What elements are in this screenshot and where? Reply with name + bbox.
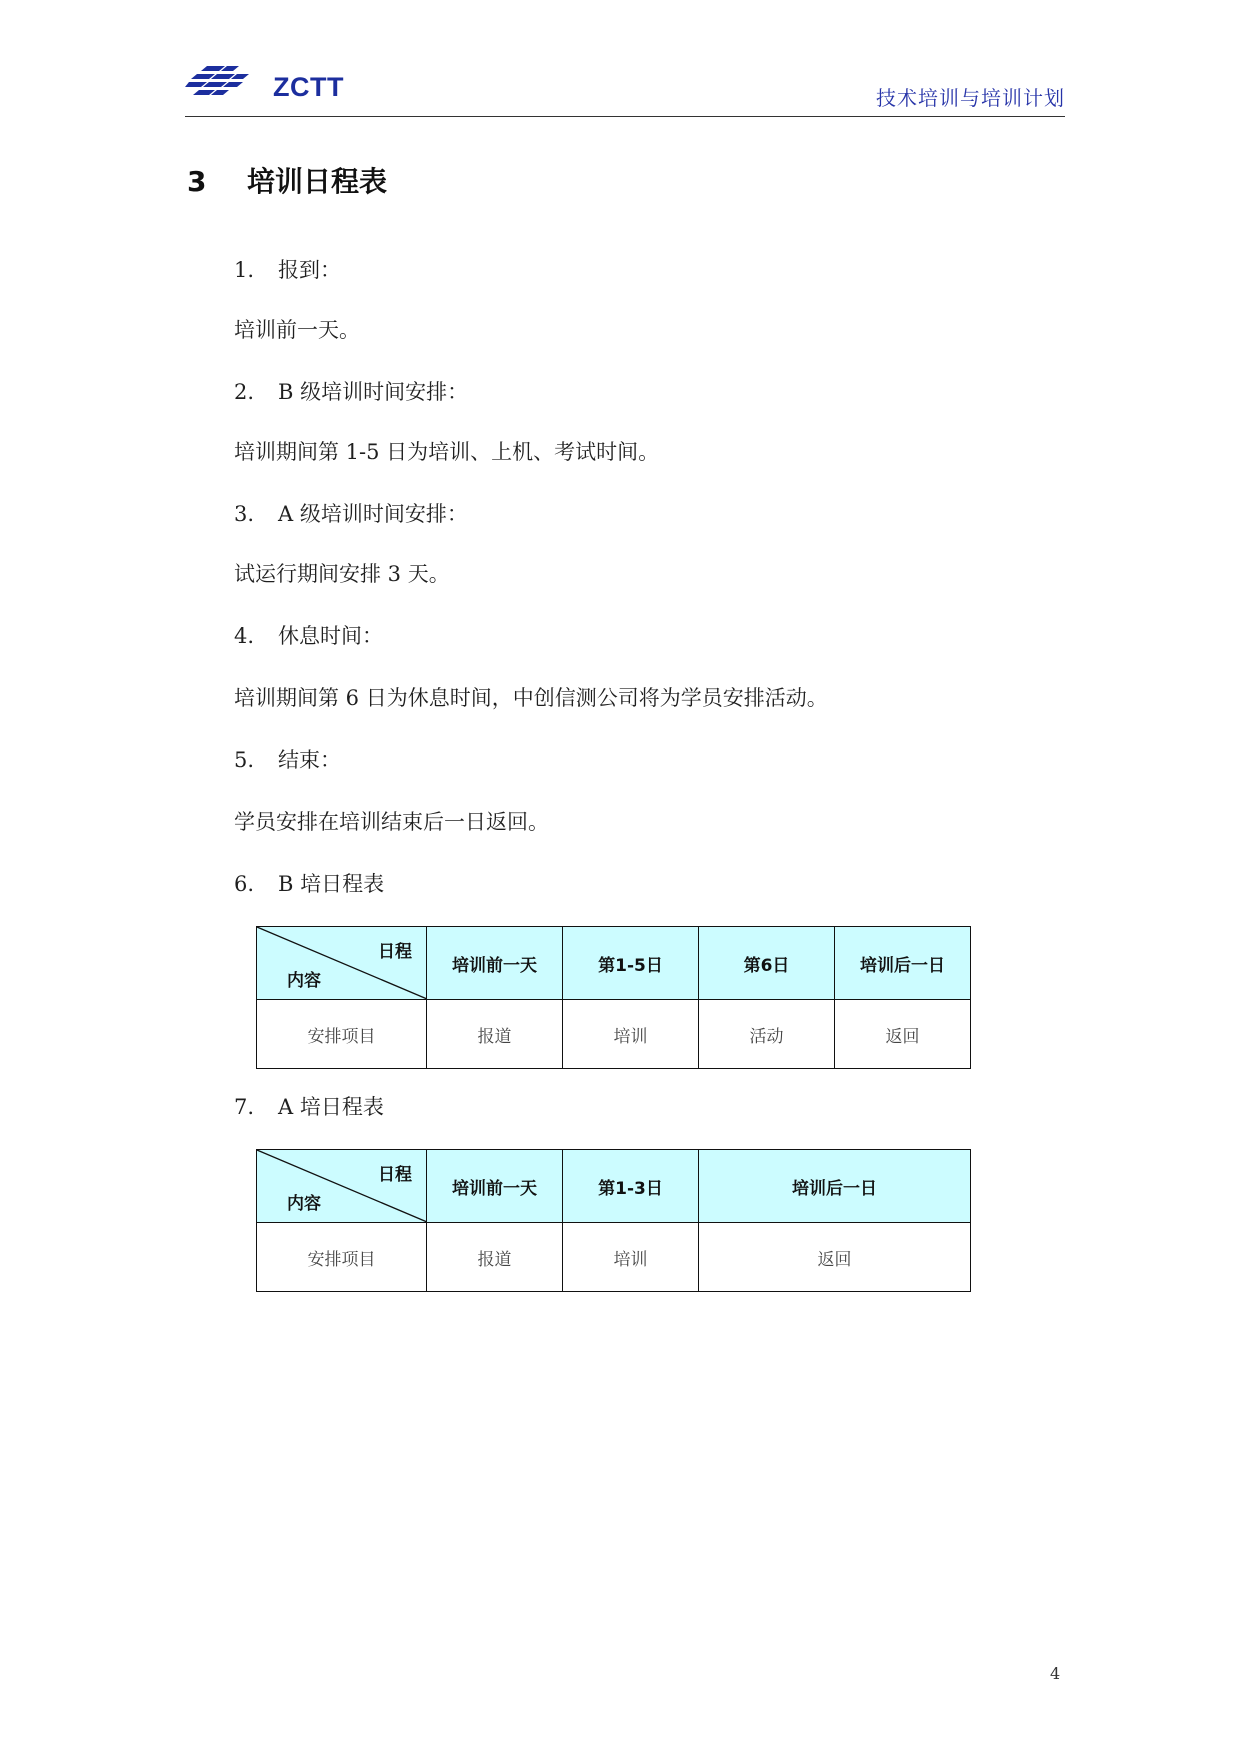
list-item-heading [234,870,384,898]
list-item-body: 学员安排在培训结束后一日返回。 [234,810,549,834]
list-item-body: 试运行期间安排 3 天。 [234,562,450,586]
row-label-cell: 安排项目 [257,1223,427,1292]
schedule-table-b [256,926,971,1069]
schedule-table-a [256,1149,971,1292]
list-item-number: 4. [234,624,255,648]
list-item-heading [234,378,468,406]
column-header: 培训前一天 [427,1150,563,1223]
table-row [257,1000,971,1069]
page-number: 4 [1050,1664,1061,1683]
corner-top-label: 日程 [378,942,412,962]
column-header: 培训后一日 [835,927,971,1000]
list-item-text: A 级培训时间安排： [278,502,468,526]
corner-top-label: 日程 [378,1165,412,1185]
column-header: 第1-5日 [563,927,699,1000]
column-header: 培训前一天 [427,927,563,1000]
list-item-heading [234,746,341,774]
column-header: 培训后一日 [699,1150,971,1223]
table-header-row [257,1150,971,1223]
list-item-text: 休息时间： [278,624,383,648]
list-item-number: 3. [234,502,255,526]
section-title: 培训日程表 [247,165,388,198]
table-cell: 培训 [563,1223,699,1292]
list-item-number: 5. [234,748,255,772]
list-item-number: 6. [234,872,255,896]
logo-stripes-icon [185,64,275,104]
list-item-number: 1. [234,258,255,282]
list-item-number: 2. [234,380,255,404]
page-header [185,62,1065,118]
corner-bottom-label: 内容 [287,971,321,991]
list-item-heading [234,256,341,284]
table-cell: 培训 [563,1000,699,1069]
table-cell: 返回 [835,1000,971,1069]
list-item-text: 结束： [278,748,341,772]
list-item-body: 培训前一天。 [234,318,360,342]
company-logo [185,62,355,110]
list-item-heading [234,1093,384,1121]
table-cell: 报道 [427,1223,563,1292]
column-header: 第1-3日 [563,1150,699,1223]
row-label-cell: 安排项目 [257,1000,427,1069]
list-item-text: 报到： [278,258,341,282]
header-divider [185,116,1065,117]
table-cell: 报道 [427,1000,563,1069]
document-header-title: 技术培训与培训计划 [876,86,1065,110]
list-item-body: 培训期间第 6 日为休息时间，中创信测公司将为学员安排活动。 [234,686,828,710]
list-item-heading [234,500,468,528]
corner-header-cell [257,1150,427,1223]
corner-header-cell [257,927,427,1000]
table-cell: 活动 [699,1000,835,1069]
list-item-number: 7. [234,1095,255,1119]
corner-bottom-label: 内容 [287,1194,321,1214]
list-item-heading [234,622,383,650]
section-heading [187,160,387,200]
section-number: 3 [187,165,207,198]
list-item-text: B 培日程表 [278,872,385,896]
logo-text: ZCTT [273,72,344,102]
list-item-text: A 培日程表 [278,1095,384,1119]
table-cell: 返回 [699,1223,971,1292]
column-header: 第6日 [699,927,835,1000]
list-item-text: B 级培训时间安排： [278,380,469,404]
table-row [257,1223,971,1292]
table-header-row [257,927,971,1000]
list-item-body: 培训期间第 1-5 日为培训、上机、考试时间。 [234,440,660,464]
